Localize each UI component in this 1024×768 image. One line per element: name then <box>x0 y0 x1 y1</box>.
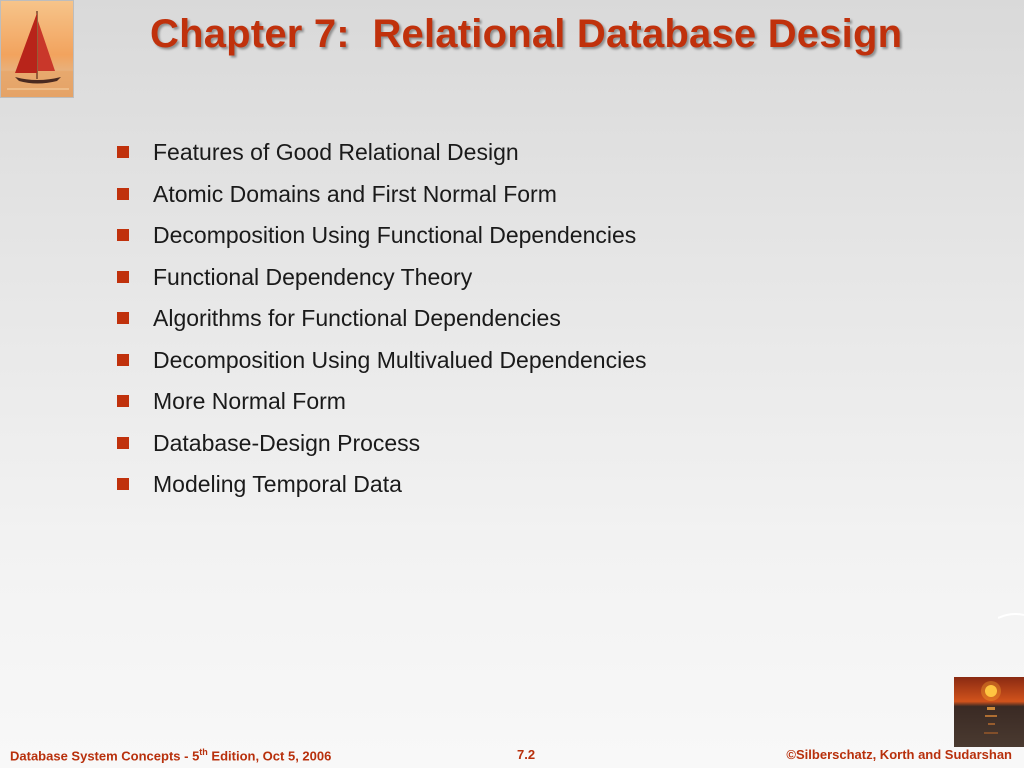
sunset-logo-icon <box>954 677 1024 747</box>
list-item-text: Decomposition Using Functional Dependencies <box>153 222 637 248</box>
bullet-square-icon <box>117 478 129 490</box>
sailboat-logo-icon <box>0 0 74 98</box>
bullet-square-icon <box>117 146 129 158</box>
slide-number: 7.2 <box>517 747 536 762</box>
list-item <box>115 427 647 469</box>
list-item-text: Atomic Domains and First Normal Form <box>153 180 557 207</box>
bullet-list <box>115 136 647 510</box>
bullet-square-icon <box>117 437 129 449</box>
list-item-text: More Normal Form <box>153 388 346 414</box>
list-item <box>115 344 647 386</box>
list-item-text: Functional Dependency Theory <box>153 263 473 290</box>
bullet-square-icon <box>117 271 129 283</box>
list-item-text: Modeling Temporal Data <box>153 471 402 497</box>
slide-footer <box>0 744 1024 768</box>
bullet-square-icon <box>117 188 129 200</box>
bullet-square-icon <box>117 395 129 407</box>
list-item-text: Decomposition Using Multivalued Dependencies <box>153 346 647 373</box>
list-item <box>115 219 647 261</box>
list-item <box>115 261 647 303</box>
decorative-swoosh-icon <box>998 606 1024 612</box>
slide-title: Chapter 7: Relational Database Design <box>150 12 903 56</box>
list-item-text: Database-Design Process <box>153 429 421 456</box>
list-item-text: Algorithms for Functional Dependencies <box>153 305 561 331</box>
list-item <box>115 385 647 427</box>
list-item-text: Features of Good Relational Design <box>153 139 519 165</box>
list-item <box>115 302 647 344</box>
bullet-square-icon <box>117 312 129 324</box>
bullet-square-icon <box>117 354 129 366</box>
list-item <box>115 468 647 510</box>
list-item <box>115 136 647 178</box>
footer-book-info: Database System Concepts - 5th Edition, Oct 5, 2006 <box>10 747 332 764</box>
bullet-square-icon <box>117 229 129 241</box>
list-item <box>115 178 647 220</box>
footer-copyright: ©Silberschatz, Korth and Sudarshan <box>786 747 1012 762</box>
